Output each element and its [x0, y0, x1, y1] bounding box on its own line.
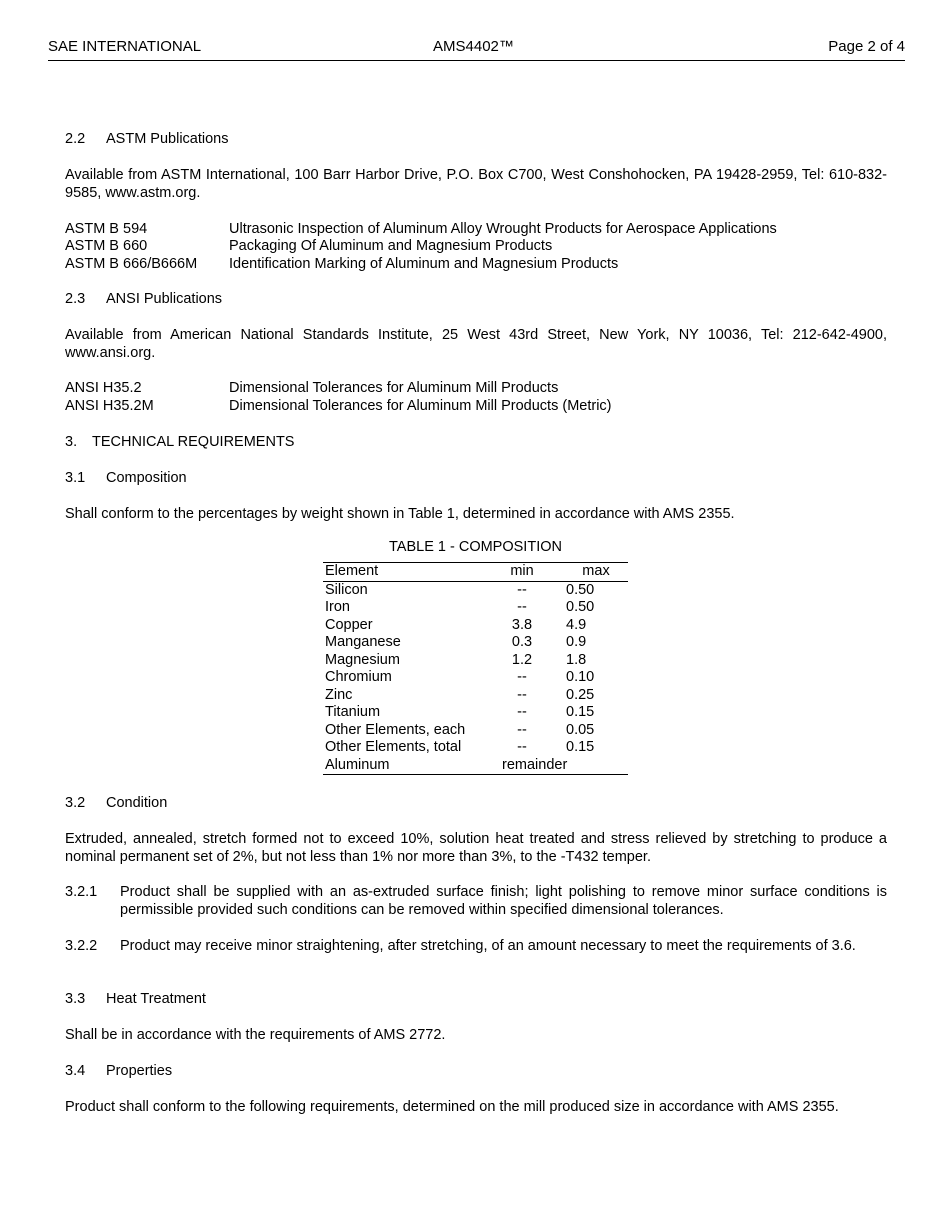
section-3-3-text: Shall be in accordance with the requirements of AMS 2772.	[65, 1027, 446, 1043]
page-header	[48, 38, 905, 61]
reference-row	[65, 379, 558, 397]
table-row: Other Elements, total -- 0.15	[325, 739, 595, 755]
table-row: Iron -- 0.50	[325, 599, 595, 615]
section-3-4-heading: 3.4 Properties	[65, 1063, 173, 1079]
section-3-1-text: Shall conform to the percentages by weight shown in Table 1, determined in accordance with AMS 2355.	[65, 506, 735, 522]
section-2-2-text: Available from ASTM International, 100 Barr Harbor Drive, P.O. Box C700, West Conshohocken, PA 19428-2959, Tel: 610-832-9585, www.astm.org.	[65, 167, 887, 201]
table-row: Zinc -- 0.25	[325, 686, 595, 703]
section-2-2-heading: 2.2 ASTM Publications	[65, 131, 229, 147]
table-row: Other Elements, each -- 0.05	[325, 721, 595, 738]
section-title: Heat Treatment	[106, 991, 206, 1007]
reference-code: ANSI H35.2M	[65, 398, 154, 414]
section-2-3-text: Available from American National Standards Institute, 25 West 43rd Street, New York, NY 10036, Tel: 212-642-4900, www.ansi.org.	[65, 327, 887, 361]
header-spec-number: AMS4402™	[433, 38, 514, 55]
reference-row	[65, 220, 777, 238]
section-3-heading: 3. TECHNICAL REQUIREMENTS	[65, 434, 295, 450]
table-row-balance: Aluminum remainder	[325, 756, 568, 773]
section-3-1-heading: 3.1 Composition	[65, 470, 187, 486]
reference-row	[65, 397, 612, 415]
table-row: Silicon -- 0.50	[325, 581, 595, 598]
table-row: Magnesium 1.2 1.8	[325, 651, 587, 668]
section-title: ASTM Publications	[106, 131, 229, 147]
table-row: Copper 3.8 4.9	[325, 616, 587, 633]
table-row: Chromium -- 0.10	[325, 669, 595, 685]
section-text: Product may receive minor straightening, after stretching, of an amount necessary to meet the requirements of 3.6.	[120, 938, 856, 954]
column-header: Element	[323, 563, 480, 582]
reference-code: ASTM B 660	[65, 238, 148, 254]
table-caption: TABLE 1 - COMPOSITION	[389, 539, 562, 555]
reference-title: Dimensional Tolerances for Aluminum Mill Products	[229, 380, 559, 396]
table-row: Manganese 0.3 0.9	[325, 634, 587, 650]
section-title: Properties	[106, 1063, 173, 1079]
section-title: ANSI Publications	[106, 291, 223, 307]
section-title: Condition	[106, 795, 168, 811]
reference-code: ASTM B 594	[65, 221, 148, 237]
table-row: Titanium -- 0.15	[325, 704, 595, 720]
reference-title: Identification Marking of Aluminum and Magnesium Products	[229, 256, 619, 272]
header-org: SAE INTERNATIONAL	[48, 38, 202, 55]
section-number: 3.2.2	[65, 938, 98, 954]
section-title: Composition	[106, 470, 187, 486]
reference-title: Packaging Of Aluminum and Magnesium Products	[229, 238, 553, 254]
column-header: max	[564, 563, 628, 582]
section-3-2-heading: 3.2 Condition	[65, 795, 168, 811]
column-header: min	[480, 563, 564, 582]
reference-title: Dimensional Tolerances for Aluminum Mill Products (Metric)	[229, 398, 612, 414]
section-3-2-text: Extruded, annealed, stretch formed not to exceed 10%, solution heat treated and stress relieved by stretching to produce a nominal permanent set of 2%, but not less than 1% nor more than 3%, to the -T432 temper.	[65, 831, 887, 865]
reference-row	[65, 255, 618, 273]
header-page-number: Page 2 of 4	[828, 38, 905, 55]
section-3-4-text: Product shall conform to the following requirements, determined on the mill produced size in accordance with AMS 2355.	[65, 1099, 839, 1115]
section-3-2-1	[65, 883, 887, 919]
reference-title: Ultrasonic Inspection of Aluminum Alloy Wrought Products for Aerospace Applications	[229, 221, 777, 237]
reference-code: ANSI H35.2	[65, 380, 142, 396]
section-text: Product shall be supplied with an as-extruded surface finish; light polishing to remove minor surface conditions is permissible provided such conditions can be removed within specified dimensional tolerances.	[120, 884, 887, 918]
reference-row	[65, 237, 552, 255]
section-title: TECHNICAL REQUIREMENTS	[92, 434, 295, 450]
section-3-3-heading: 3.3 Heat Treatment	[65, 991, 206, 1007]
composition-table	[323, 562, 628, 775]
reference-code: ASTM B 666/B666M	[65, 256, 198, 272]
section-2-3-heading: 2.3 ANSI Publications	[65, 291, 223, 307]
section-3-2-2	[65, 937, 887, 955]
section-number: 3.2.1	[65, 884, 98, 900]
table-header-row	[323, 563, 628, 582]
